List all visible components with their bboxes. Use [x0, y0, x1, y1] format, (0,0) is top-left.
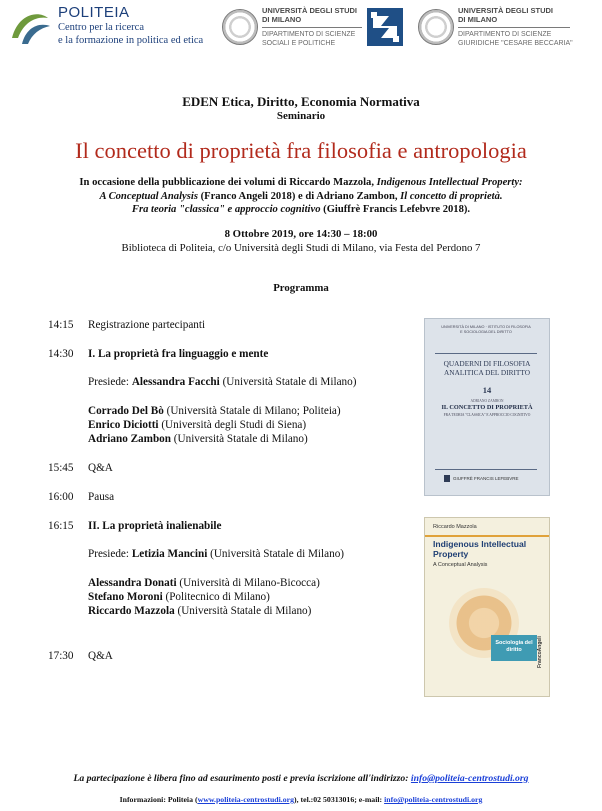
- book-title: Indigenous Intellectual Property: [433, 539, 527, 559]
- book-title: IL CONCETTO DI PROPRIETÀ: [441, 404, 533, 411]
- session-chair: Presiede: Alessandra Facchi (Università Statale di Milano): [88, 376, 357, 388]
- university-seal-icon: [222, 9, 258, 45]
- book-cover-zambon: [424, 318, 550, 496]
- occasion-paragraph: In occasione della pubblicazione dei volumi di Riccardo Mazzola, Indigenous Intellectual Property: A Conceptual Analysis (Franco Angeli 2018) e di Adriano Zambon, Il concetto di proprietà. Fra teoria "classica" e approccio cognitivo (Giuffrè Francis Lefebvre 2018).: [79, 177, 523, 216]
- university-logo-2: UNIVERSITÀ DEGLI STUDI DI MILANO DIPARTIMENTO DI SCIENZE GIURIDICHE "CESARE BECCARIA": [458, 6, 573, 47]
- speaker: Adriano Zambon (Università Statale di Milano): [88, 433, 308, 445]
- speaker: Alessandra Donati (Università di Milano-Bicocca): [88, 577, 320, 589]
- book-collection: Sociologia del diritto: [491, 635, 537, 661]
- speaker: Enrico Diciotti (Università degli Studi di Siena): [88, 419, 307, 431]
- university-logo-1: UNIVERSITÀ DEGLI STUDI DI MILANO DIPARTIMENTO DI SCIENZE SOCIALI E POLITICHE: [262, 6, 362, 48]
- book-number: 14: [482, 385, 492, 395]
- book-publisher: FrancoAngeli: [537, 636, 543, 668]
- divider: [425, 535, 549, 537]
- contact-info: Informazioni: Politeia (www.politeia-centrostudi.org), tel.:02 50313016; e-mail: info@politeia-centrostudi.org: [119, 795, 483, 804]
- book-publisher: GIUFFRÈ FRANCIS LEFEBVRE: [453, 476, 519, 481]
- page-title: Il concetto di proprietà fra filosofia e antropologia: [75, 138, 527, 163]
- website-link[interactable]: www.politeia-centrostudi.org: [197, 795, 295, 804]
- session-title: II. La proprietà inalienabile: [88, 520, 222, 532]
- book-author: ADRIANO ZAMBON: [470, 399, 504, 403]
- book-author: Riccardo Mazzola: [433, 524, 477, 530]
- brand-title: POLITEIA: [58, 4, 130, 21]
- brand-subtitle: Centro per la ricerca e la formazione in politica ed etica: [58, 22, 204, 46]
- book-series: QUADERNI DI FILOSOFIA ANALITICA DEL DIRITTO: [443, 359, 531, 377]
- schedule-time: 17:30: [48, 650, 74, 662]
- session-title: I. La proprietà fra linguaggio e mente: [88, 348, 269, 360]
- book-cover-header-text: UNIVERSITÀ DI MILANO · ISTITUTO DI FILOSOFIA E SOCIOLOGIA DEL DIRITTO: [441, 325, 531, 334]
- politeia-logo-icon: [8, 4, 52, 48]
- schedule-time: 16:15: [48, 520, 74, 532]
- divider: [435, 469, 537, 470]
- event-date: 8 Ottobre 2019, ore 14:30 – 18:00: [224, 228, 378, 240]
- schedule-time: 14:30: [48, 348, 74, 360]
- program-heading: Programma: [273, 282, 329, 294]
- schedule-activity: Q&A: [88, 650, 113, 662]
- schedule-time: 16:00: [48, 491, 74, 503]
- book-subtitle: A Conceptual Analysis: [433, 562, 488, 568]
- publisher-icon: [444, 475, 450, 482]
- schedule-activity: Q&A: [88, 462, 113, 474]
- schedule-time: 14:15: [48, 319, 74, 331]
- schedule-time: 15:45: [48, 462, 74, 474]
- session-chair: Presiede: Letizia Mancini (Università Statale di Milano): [88, 548, 345, 560]
- event-venue: Biblioteca di Politeia, c/o Università degli Studi di Milano, via Festa del Perdono 7: [121, 242, 481, 254]
- schedule-activity: Pausa: [88, 491, 115, 503]
- registration-email-link[interactable]: info@politeia-centrostudi.org: [410, 773, 529, 784]
- registration-note: La partecipazione è libera fino ad esaurimento posti e previa iscrizione all'indirizzo: info@politeia-centrostudi.org: [73, 773, 529, 784]
- speaker: Corrado Del Bò (Università Statale di Milano; Politeia): [88, 405, 341, 417]
- event-type: Seminario: [276, 110, 326, 122]
- schedule-activity: Registrazione partecipanti: [88, 319, 206, 331]
- department-logo-icon: [367, 8, 403, 46]
- contact-email-link[interactable]: info@politeia-centrostudi.org: [384, 795, 483, 804]
- divider: [435, 353, 537, 354]
- university-seal-icon: [418, 9, 454, 45]
- speaker: Riccardo Mazzola (Università Statale di Milano): [88, 605, 312, 617]
- series-title: EDEN Etica, Diritto, Economia Normativa: [182, 94, 420, 109]
- book-subtitle: FRA TEORIA "CLASSICA" E APPROCCIO COGNITIVO: [443, 413, 531, 417]
- speaker: Stefano Moroni (Politecnico di Milano): [88, 591, 270, 603]
- book-cover-mazzola: [424, 517, 550, 697]
